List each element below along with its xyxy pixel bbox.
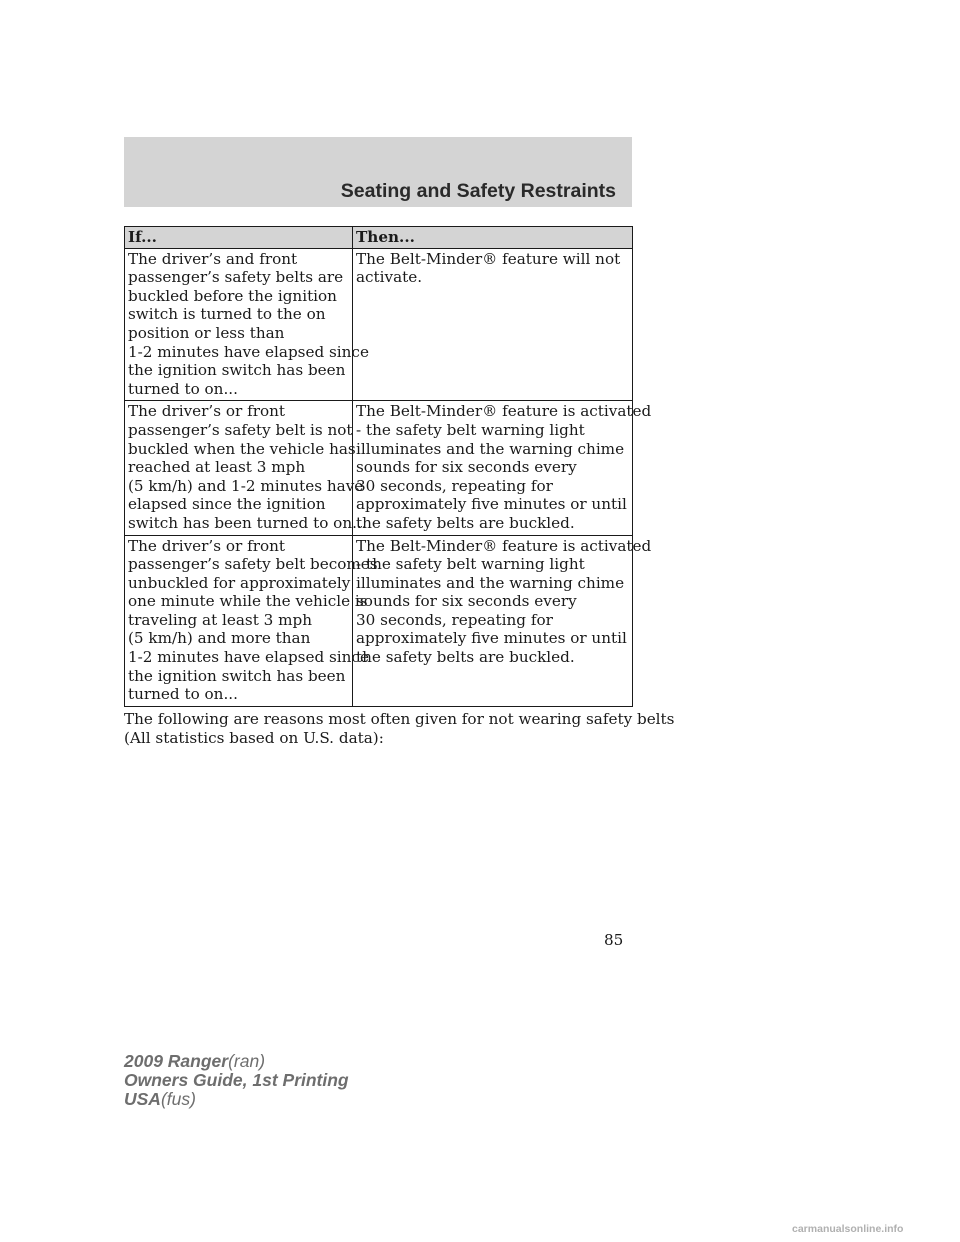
site-watermark: carmanualsonline.info — [792, 1223, 904, 1235]
cell-line: The driver’s or front — [128, 536, 285, 555]
cell-line: approximately five minutes or until — [356, 629, 627, 648]
cell-line: the ignition switch has been — [128, 361, 346, 380]
cell-line: - the safety belt warning light — [356, 420, 585, 439]
cell-line: elapsed since the ignition — [128, 495, 326, 514]
cell-line: turned to on... — [128, 379, 238, 398]
belt-minder-table — [124, 226, 652, 707]
paragraph-line: The following are reasons most often given for not wearing safety belts — [124, 710, 675, 728]
document-footer — [124, 1052, 349, 1109]
cell-line: (5 km/h) and more than — [128, 629, 311, 648]
then-cell — [353, 248, 633, 401]
footer-line-region — [124, 1090, 349, 1109]
cell-line: The driver’s and front — [128, 249, 298, 268]
cell-line: 30 seconds, repeating for — [356, 610, 553, 629]
table-header-row — [125, 227, 633, 249]
cell-line: illuminates and the warning chime — [356, 573, 625, 592]
cell-line: 30 seconds, repeating for — [356, 476, 553, 495]
footer-model: 2009 Ranger — [124, 1051, 229, 1071]
cell-line: approximately five minutes or until — [356, 495, 627, 514]
footer-model-code: (ran) — [228, 1051, 266, 1071]
table-row — [125, 401, 633, 535]
then-cell — [353, 535, 652, 706]
cell-line: reached at least 3 mph — [128, 458, 306, 477]
cell-line: The Belt-Minder® feature is activated — [356, 536, 652, 555]
cell-line: the safety belts are buckled. — [356, 513, 575, 532]
column-header-then: Then... — [353, 227, 633, 249]
table-body — [125, 248, 652, 706]
cell-line: (5 km/h) and 1-2 minutes have — [128, 476, 364, 495]
cell-line: the safety belts are buckled. — [356, 648, 575, 667]
cell-line: sounds for six seconds every — [356, 458, 577, 477]
cell-line: switch has been turned to on... — [128, 513, 367, 532]
if-cell — [125, 535, 378, 706]
cell-line: sounds for six seconds every — [356, 592, 577, 611]
cell-line: buckled before the ignition — [128, 286, 337, 305]
footer-guide: Owners Guide, 1st Printing — [124, 1070, 349, 1090]
page-number: 85 — [604, 931, 624, 949]
table-row — [125, 535, 633, 706]
footer-line-guide — [124, 1071, 349, 1090]
footer-line-model — [124, 1052, 349, 1071]
cell-line: passenger’s safety belts are — [128, 268, 344, 287]
cell-line: 1-2 minutes have elapsed since — [128, 648, 369, 667]
cell-line: unbuckled for approximately — [128, 573, 351, 592]
if-cell — [125, 248, 369, 401]
cell-line: The driver’s or front — [128, 402, 285, 421]
cell-line: passenger’s safety belt is not — [128, 420, 353, 439]
if-cell — [125, 401, 367, 535]
cell-line: traveling at least 3 mph — [128, 610, 313, 629]
cell-line: one minute while the vehicle is — [128, 592, 368, 611]
section-title: Seating and Safety Restraints — [340, 180, 616, 202]
table-row — [125, 248, 633, 401]
paragraph-line: (All statistics based on U.S. data): — [124, 728, 384, 747]
cell-line: the ignition switch has been — [128, 666, 346, 685]
cell-line: buckled when the vehicle has — [128, 439, 356, 458]
cell-line: The Belt-Minder® feature will not — [356, 249, 621, 268]
footer-region-code: (fus) — [160, 1089, 196, 1109]
footer-region: USA — [124, 1089, 161, 1109]
cell-line: 1-2 minutes have elapsed since — [128, 342, 369, 361]
column-header-if: If... — [125, 227, 353, 249]
then-cell — [353, 401, 652, 535]
cell-line: position or less than — [128, 323, 285, 342]
cell-line: passenger’s safety belt becomes — [128, 555, 378, 574]
cell-line: The Belt-Minder® feature is activated — [356, 402, 652, 421]
cell-line: illuminates and the warning chime — [356, 439, 625, 458]
cell-line: activate. — [356, 268, 423, 287]
cell-line: switch is turned to the on — [128, 305, 326, 324]
reasons-intro-paragraph — [124, 710, 675, 747]
cell-line: turned to on... — [128, 685, 238, 704]
cell-line: - the safety belt warning light — [356, 555, 585, 574]
section-header-band — [124, 137, 632, 207]
